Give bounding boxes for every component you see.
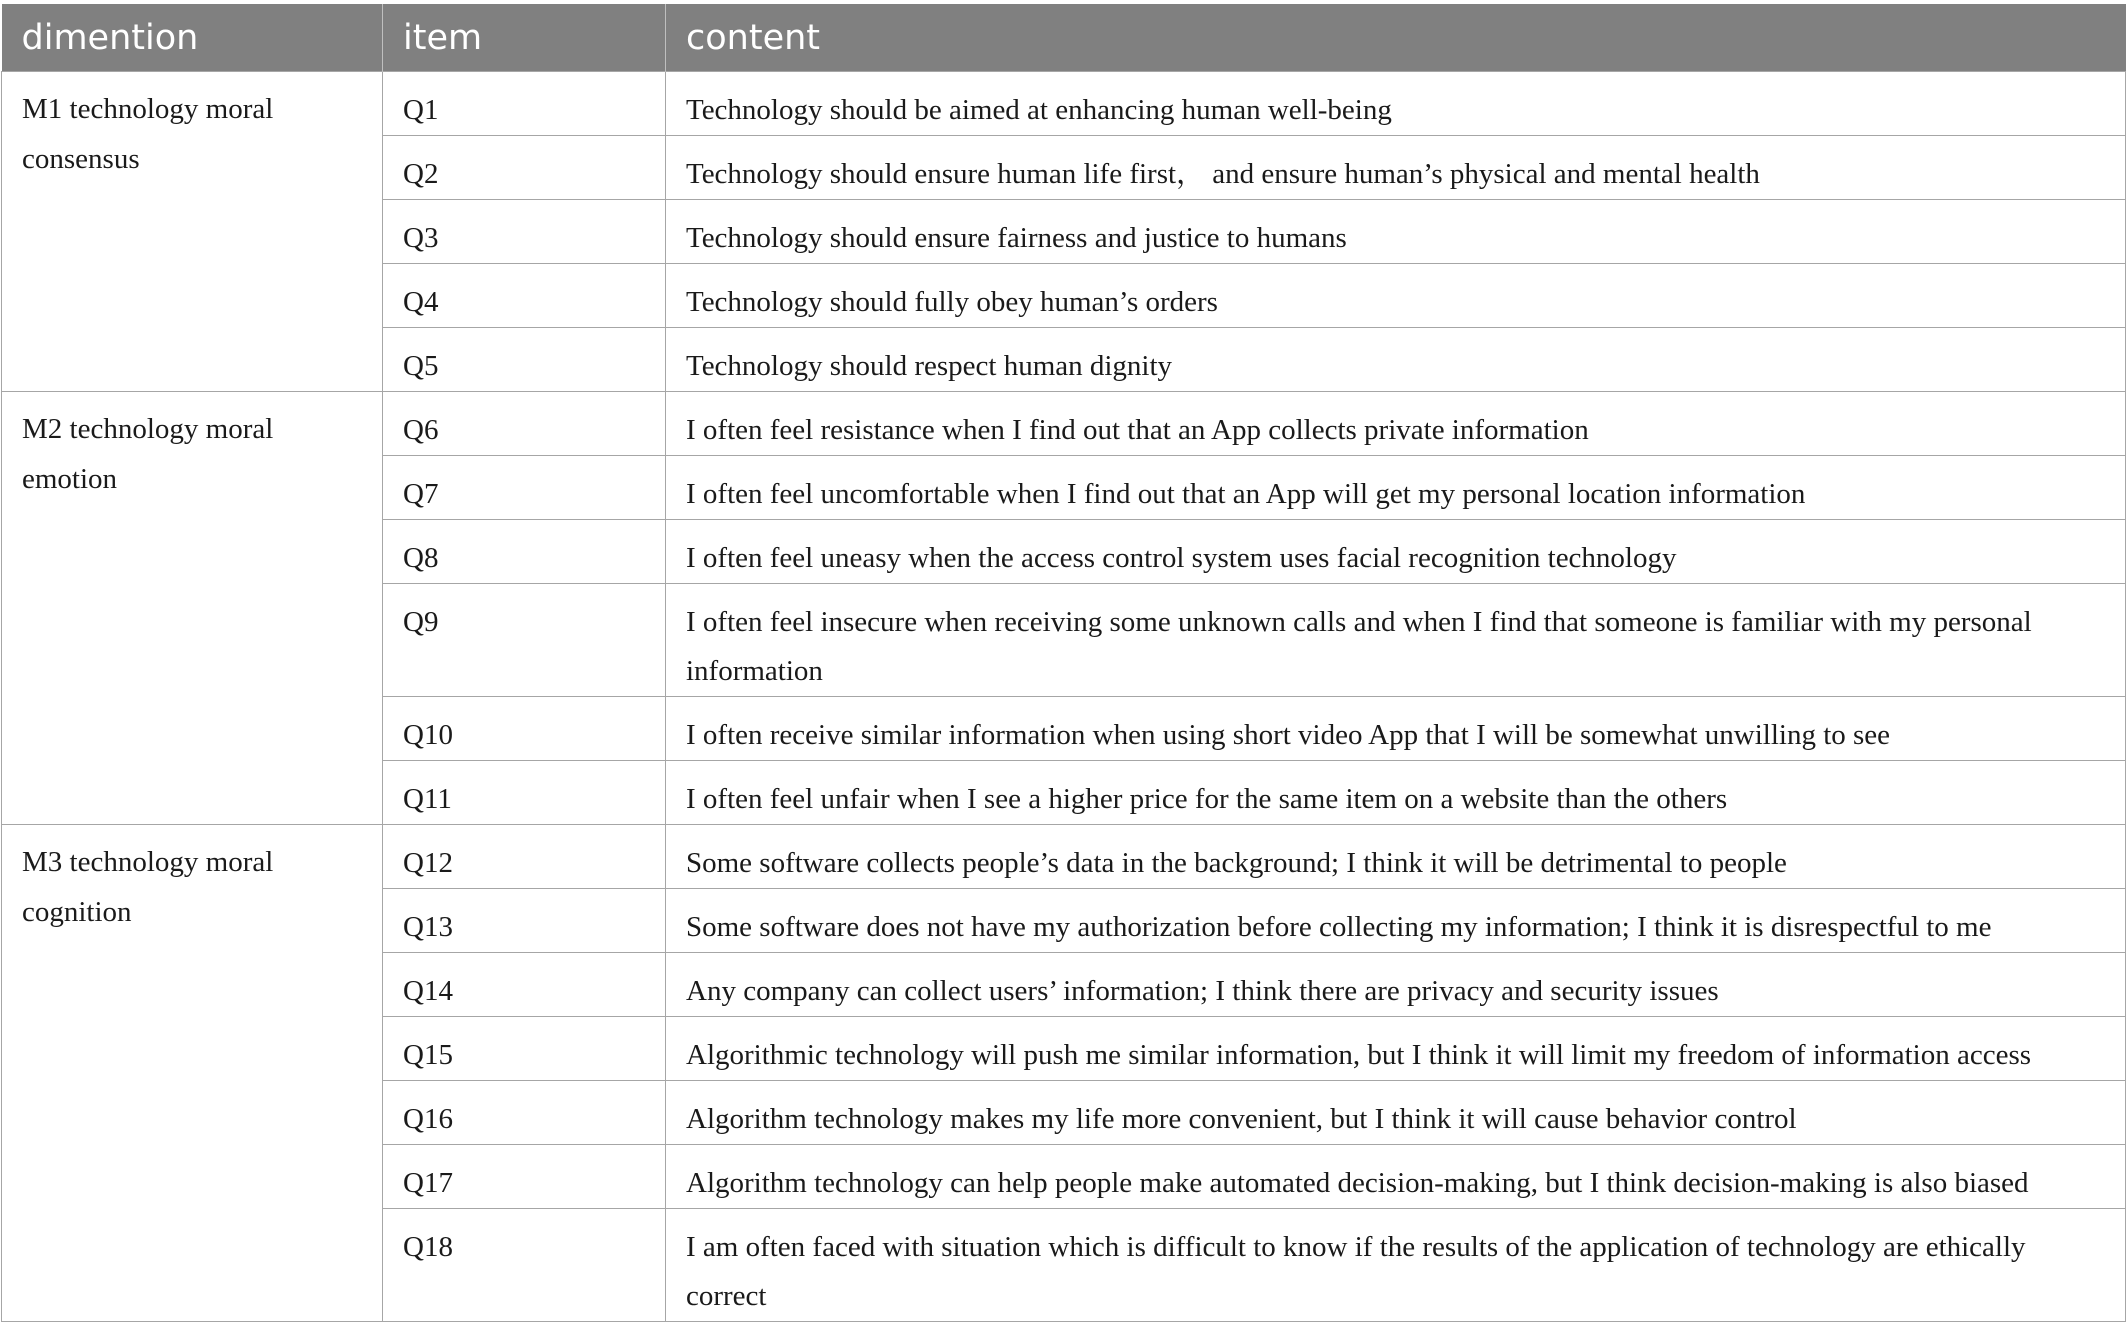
content-cell: Technology should ensure fairness and justice to humans bbox=[666, 200, 2126, 264]
content-cell: Algorithm technology can help people make automated decision-making, but I think decision-making is also biased bbox=[666, 1145, 2126, 1209]
item-cell: Q18 bbox=[383, 1209, 666, 1322]
content-cell: I often feel uneasy when the access control system uses facial recognition technology bbox=[666, 520, 2126, 584]
table-row bbox=[2, 72, 2126, 136]
header-dimension: dimention bbox=[2, 4, 383, 72]
content-cell: Technology should be aimed at enhancing human well-being bbox=[666, 72, 2126, 136]
item-cell: Q7 bbox=[383, 456, 666, 520]
content-cell: I often feel uncomfortable when I find out that an App will get my personal location information bbox=[666, 456, 2126, 520]
item-cell: Q14 bbox=[383, 953, 666, 1017]
table-row bbox=[2, 392, 2126, 456]
item-cell: Q11 bbox=[383, 761, 666, 825]
content-cell: I often feel unfair when I see a higher price for the same item on a website than the others bbox=[666, 761, 2126, 825]
content-cell: I am often faced with situation which is difficult to know if the results of the application of technology are ethically correct bbox=[666, 1209, 2126, 1322]
content-cell: Any company can collect users’ information; I think there are privacy and security issues bbox=[666, 953, 2126, 1017]
item-cell: Q10 bbox=[383, 697, 666, 761]
content-cell: Algorithm technology makes my life more convenient, but I think it will cause behavior control bbox=[666, 1081, 2126, 1145]
item-cell: Q1 bbox=[383, 72, 666, 136]
content-cell: Technology should fully obey human’s orders bbox=[666, 264, 2126, 328]
dimension-cell: M1 technology moral consensus bbox=[2, 72, 383, 392]
content-cell: I often feel insecure when receiving some unknown calls and when I find that someone is familiar with my personal information bbox=[666, 584, 2126, 697]
table-row bbox=[2, 825, 2126, 889]
content-cell: Some software collects people’s data in the background; I think it will be detrimental to people bbox=[666, 825, 2126, 889]
content-cell: I often receive similar information when using short video App that I will be somewhat unwilling to see bbox=[666, 697, 2126, 761]
header-row bbox=[2, 4, 2126, 72]
dimension-cell: M2 technology moral emotion bbox=[2, 392, 383, 825]
item-cell: Q12 bbox=[383, 825, 666, 889]
item-cell: Q17 bbox=[383, 1145, 666, 1209]
header-item: item bbox=[383, 4, 666, 72]
item-cell: Q3 bbox=[383, 200, 666, 264]
item-cell: Q15 bbox=[383, 1017, 666, 1081]
dimension-cell: M3 technology moral cognition bbox=[2, 825, 383, 1322]
header-content: content bbox=[666, 4, 2126, 72]
item-cell: Q4 bbox=[383, 264, 666, 328]
content-cell: Technology should ensure human life first， and ensure human’s physical and mental health bbox=[666, 136, 2126, 200]
item-cell: Q16 bbox=[383, 1081, 666, 1145]
content-cell: Technology should respect human dignity bbox=[666, 328, 2126, 392]
content-cell: Some software does not have my authorization before collecting my information; I think it is disrespectful to me bbox=[666, 889, 2126, 953]
item-cell: Q9 bbox=[383, 584, 666, 697]
item-cell: Q2 bbox=[383, 136, 666, 200]
item-cell: Q6 bbox=[383, 392, 666, 456]
item-cell: Q8 bbox=[383, 520, 666, 584]
item-cell: Q5 bbox=[383, 328, 666, 392]
content-cell: Algorithmic technology will push me similar information, but I think it will limit my freedom of information access bbox=[666, 1017, 2126, 1081]
questionnaire-table bbox=[1, 4, 2126, 1322]
content-cell: I often feel resistance when I find out that an App collects private information bbox=[666, 392, 2126, 456]
item-cell: Q13 bbox=[383, 889, 666, 953]
